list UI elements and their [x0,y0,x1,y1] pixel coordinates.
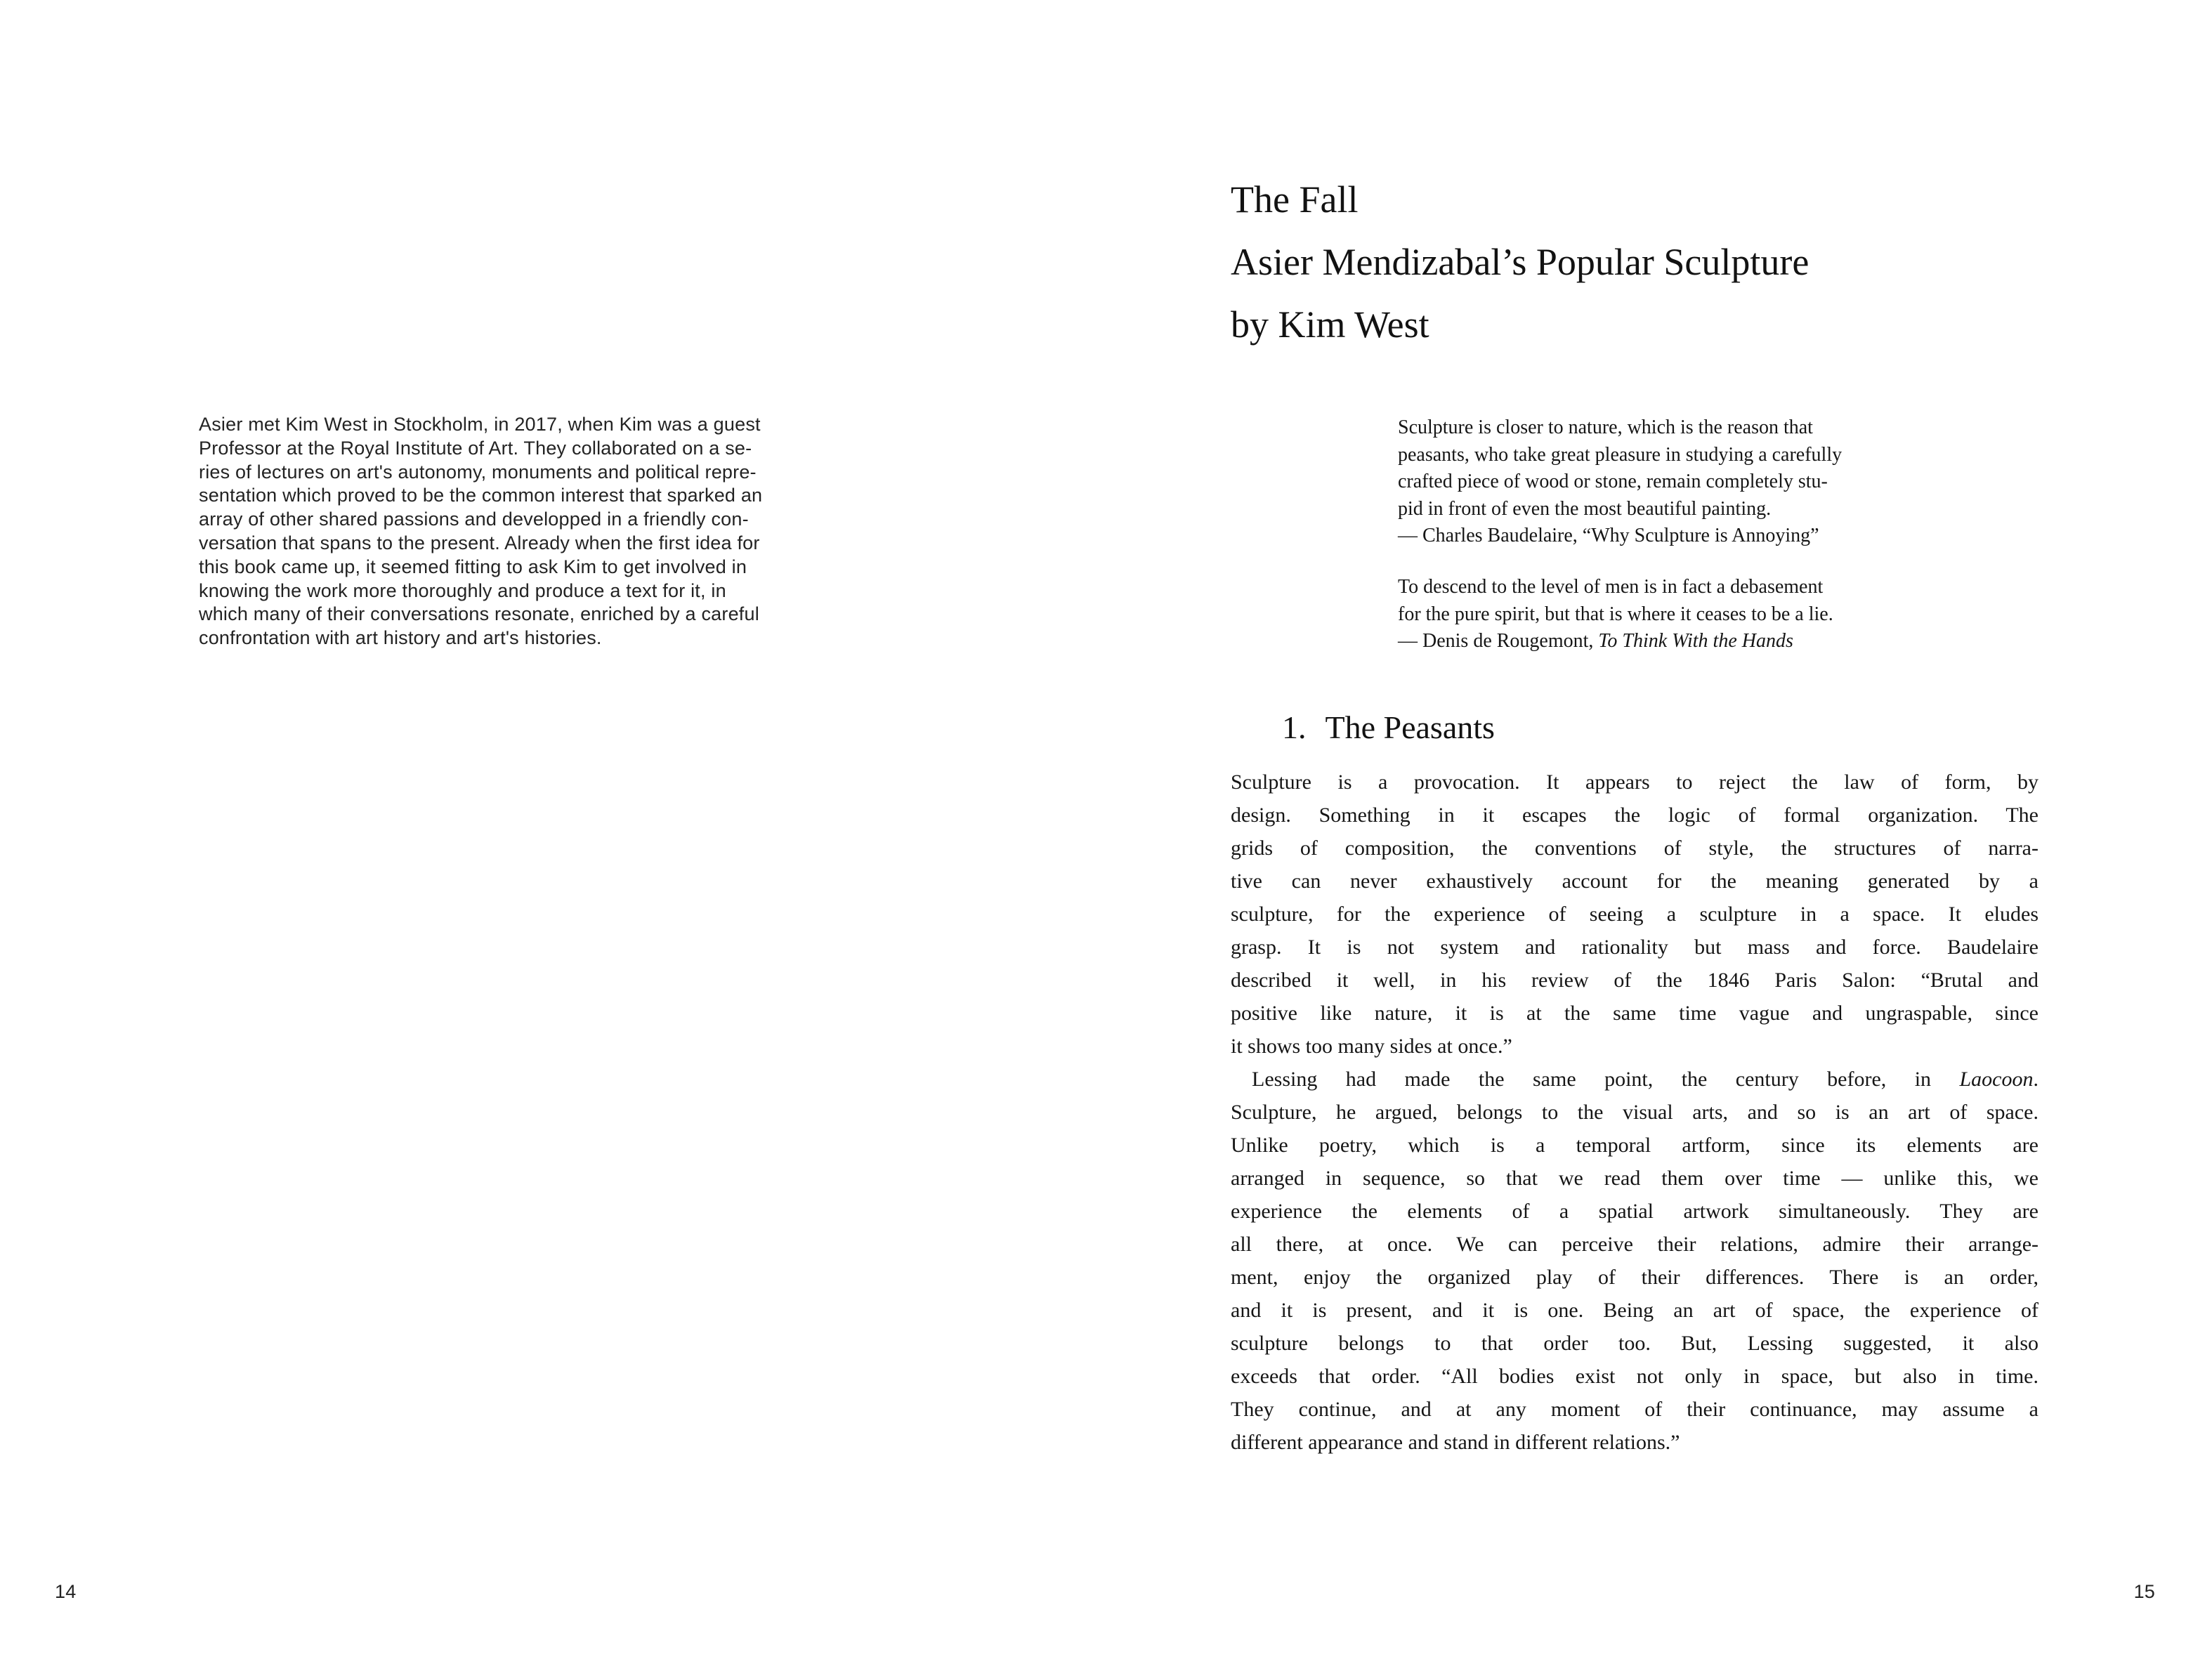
text-line: Sculpture is a provocation. It appears to reject the law of form, by [1231,771,2038,794]
epigraph-rougemont-attribution [1398,628,1833,655]
text-line: They continue, and at any moment of their continuance, may assume a [1231,1398,2038,1421]
epigraph-baudelaire-quote [1398,414,1842,523]
text-line: To descend to the level of men is in fact a debasement [1398,576,1824,598]
text-line: ment, enjoy the organized play of their differences. There is an order, [1231,1266,2038,1289]
text-line: it shows too many sides at once.” [1231,1035,1512,1058]
text-line: Unlike poetry, which is a temporal artform, since its elements are [1231,1134,2038,1157]
page-number-right: 15 [2133,1581,2155,1602]
text-line: confrontation with art history and art's histories. [199,627,602,649]
text-line: experience the elements of a spatial artwork simultaneously. They are [1231,1200,2038,1223]
section-title: The Peasants [1325,709,1495,745]
text-line: by Kim West [1231,303,1429,346]
text-line: peasants, who take great pleasure in studying a carefully [1398,443,1843,466]
text-line: pid in front of even the most beautiful painting. [1398,497,1772,520]
body-paragraph-2-first-line [1231,1063,2038,1096]
text-line: The Fall [1231,178,1359,221]
text-line: this book came up, it seemed fitting to ask Kim to get involved in [199,556,747,577]
attribution-author: — Denis de Rougemont, [1398,630,1599,652]
text-line: for the pure spirit, but that is where it ceases to be a lie. [1398,603,1833,625]
laocoon-italic-title: Laocoon [1959,1068,2034,1091]
epigraph-baudelaire-attribution: — Charles Baudelaire, “Why Sculpture is Annoying” [1398,525,1819,546]
paragraph-2-text: Lessing had made the same point, the century before, in [1252,1068,1960,1091]
text-line: sculpture belongs to that order too. But, Lessing suggested, it also [1231,1332,2038,1355]
article-title [1231,169,1809,356]
text-line: Professor at the Royal Institute of Art. They collaborated on a se- [199,437,752,459]
text-line: exceeds that order. “All bodies exist not only in space, but also in time. [1231,1365,2038,1388]
epigraph-rougemont-quote [1398,574,1833,628]
attribution-book-title: To Think With the Hands [1598,630,1793,652]
text-line: described it well, in his review of the 1846 Paris Salon: “Brutal and [1231,969,2038,992]
text-line: knowing the work more thoroughly and produce a text for it, in [199,579,726,601]
page-number-left: 14 [55,1581,77,1602]
text-line: arranged in sequence, so that we read them over time — unlike this, we [1231,1167,2038,1190]
section-number: 1. [1282,709,1307,745]
essay-body [1231,766,2038,1459]
text-line: which many of their conversations resonate, enriched by a careful [199,603,759,625]
text-line: crafted piece of wood or stone, remain completely stu- [1398,471,1828,492]
text-line: array of other shared passions and developped in a friendly con- [199,509,749,530]
epigraph-baudelaire [1398,414,1842,550]
epigraph-rougemont [1398,574,1833,655]
text-line: versation that spans to the present. Already when the first idea for [199,532,760,553]
text-line: Sculpture is closer to nature, which is the reason that [1398,417,1813,438]
intro-paragraph [199,413,831,650]
body-paragraph-2 [1231,1096,2038,1459]
text-line: and it is present, and it is one. Being an art of space, the experience of [1231,1299,2038,1322]
paragraph-2-period: . [2033,1068,2038,1091]
text-line: positive like nature, it is at the same time vague and ungraspable, since [1231,1002,2038,1025]
text-line: Asier met Kim West in Stockholm, in 2017, when Kim was a guest [199,414,761,435]
text-line: Sculpture, he argued, belongs to the visual arts, and so is an art of space. [1231,1101,2038,1124]
text-line: ries of lectures on art's autonomy, monuments and political repre- [199,461,757,483]
text-line: grasp. It is not system and rationality but mass and force. Baudelaire [1231,936,2038,959]
section-heading [1282,709,1495,746]
text-line: different appearance and stand in different relations.” [1231,1431,1680,1454]
text-line: sentation which proved to be the common interest that sparked an [199,485,763,506]
text-line: tive can never exhaustively account for the meaning generated by a [1231,870,2038,893]
text-line: Asier Mendizabal’s Popular Sculpture [1231,241,1809,283]
text-line: design. Something in it escapes the logic of formal organization. The [1231,804,2038,827]
body-paragraph-1 [1231,766,2038,1063]
text-line: grids of composition, the conventions of style, the structures of narra- [1231,837,2038,860]
text-line: all there, at once. We can perceive their relations, admire their arrange- [1231,1233,2038,1256]
text-line: sculpture, for the experience of seeing a sculpture in a space. It eludes [1231,903,2038,926]
